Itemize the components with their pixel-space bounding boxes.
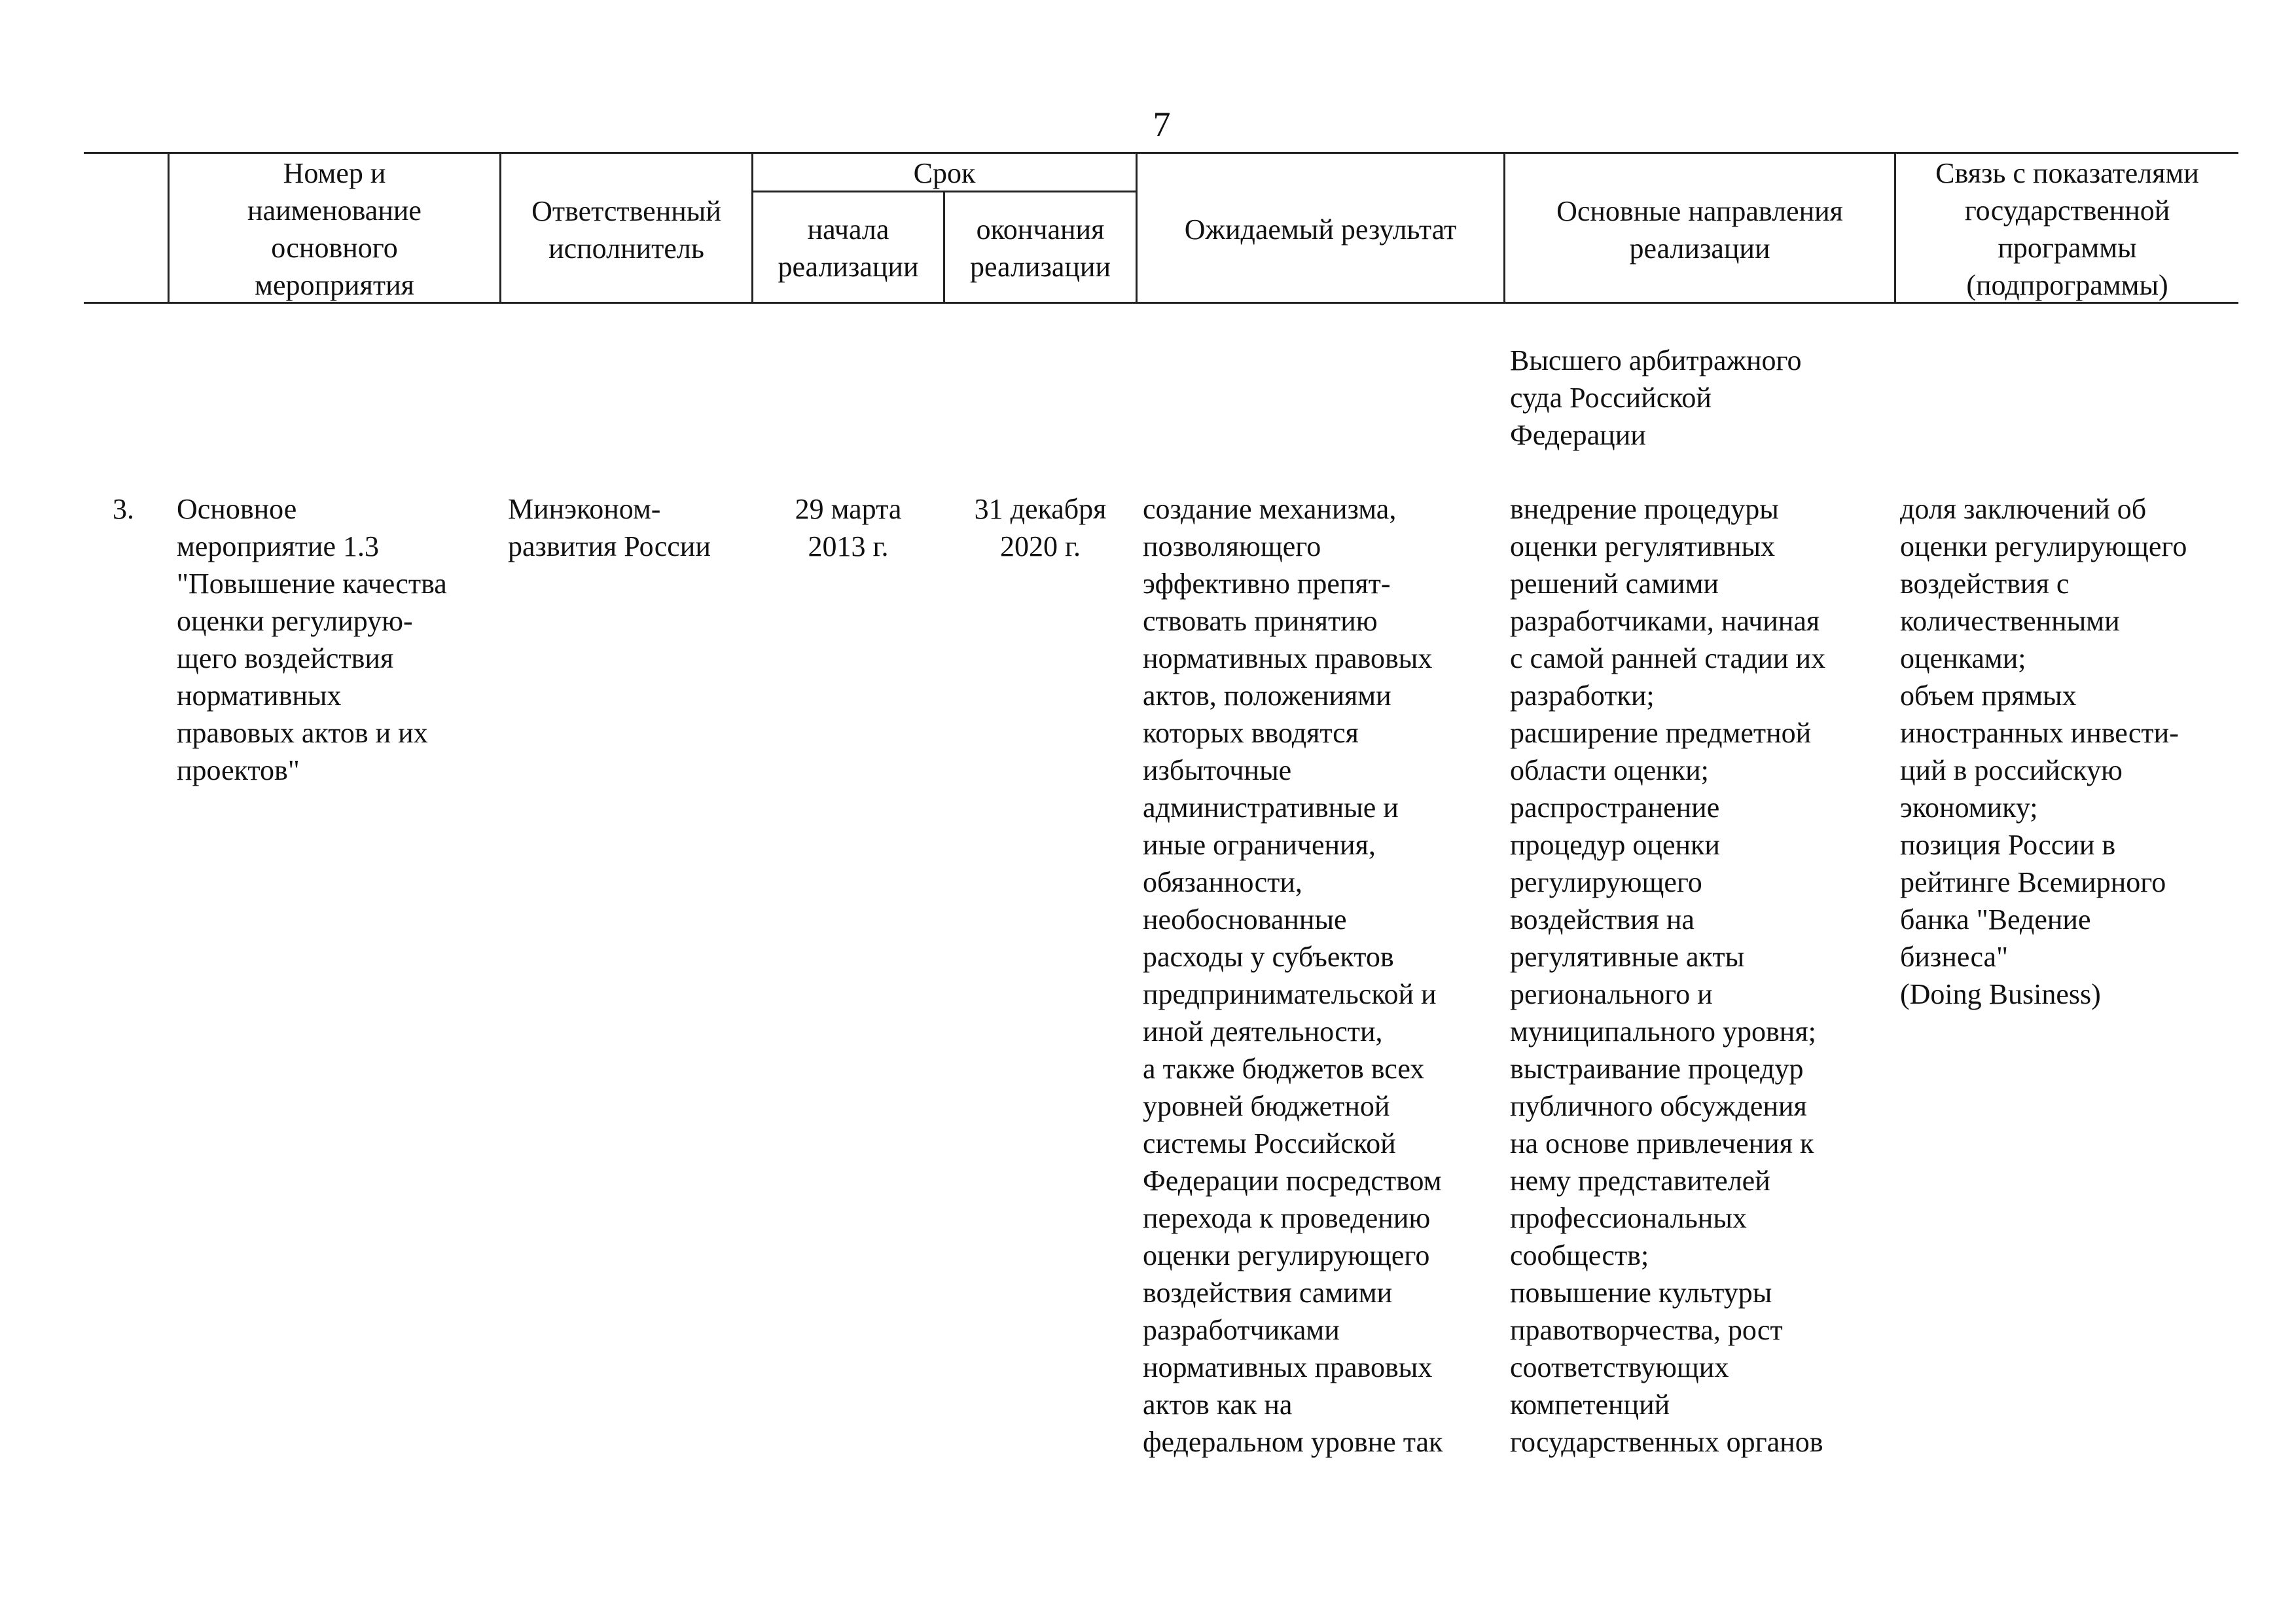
row-expected-result: создание механизма, позволяющего эффективно препят- ствовать принятию нормативных правовых актов, положениями которых вводятся избыточные административные и иные ограничения, обязанности, необоснованные расходы у субъектов предпринимательской и иной деятельности, а также бюджетов всех уровней бюджетной системы Российской Федерации посредством перехода к проведению оценки регулирующего воздействия самими разработчиками нормативных правовых актов как на федеральном уровне так — [1143, 493, 1443, 1458]
header-end-cell: окончания реализации — [969, 213, 1111, 283]
row-number: 3. — [113, 493, 134, 525]
page-number: 7 — [1153, 105, 1171, 144]
header-term-cell: Срок — [913, 157, 976, 189]
row-measure-name: Основное мероприятие 1.3 "Повышение качества оценки регулирую- щего воздействия нормативных правовых актов и их проектов" — [177, 493, 447, 786]
row-indicators: доля заключений об оценки регулирующего воздействия с количественными оценками; объем прямых иностранных инвести- ций в российскую экономику; позиция России в рейтинге Всемирного банка "Ведение бизнеса" (Doing Business) — [1900, 493, 2187, 1010]
row-end-date: 31 декабря 2020 г. — [974, 493, 1107, 562]
header-executor-cell: Ответственный исполнитель — [531, 195, 721, 264]
row-start-date: 29 марта 2013 г. — [795, 493, 902, 562]
header-name-cell: Номер и наименование основного мероприятия — [247, 157, 422, 301]
header-indicators-cell: Связь с показателями государственной программы (подпрограммы) — [1935, 157, 2199, 301]
row-executor: Минэконом- развития России — [508, 493, 711, 562]
header-result-cell: Ожидаемый результат — [1184, 213, 1457, 246]
header-directions-cell: Основные направления реализации — [1556, 195, 1843, 264]
continuation-text: Высшего арбитражного суда Российской Федерации — [1510, 344, 1802, 451]
header-start-cell: начала реализации — [778, 213, 919, 283]
table-top-border — [84, 152, 2238, 154]
row-directions: внедрение процедуры оценки регулятивных решений самими разработчиками, начиная с самой ранней стадии их разработки; расширение предметной области оценки; распространение процедур оценки регулирующего воздействия на регулятивные акты регионального и муниципального уровня; выстраивание процедур публичного обсуждения на основе привлечения к нему представителей профессиональных сообществ; повышение культуры правотворчества, рост соответствующих компетенций государственных органов — [1510, 493, 1826, 1458]
